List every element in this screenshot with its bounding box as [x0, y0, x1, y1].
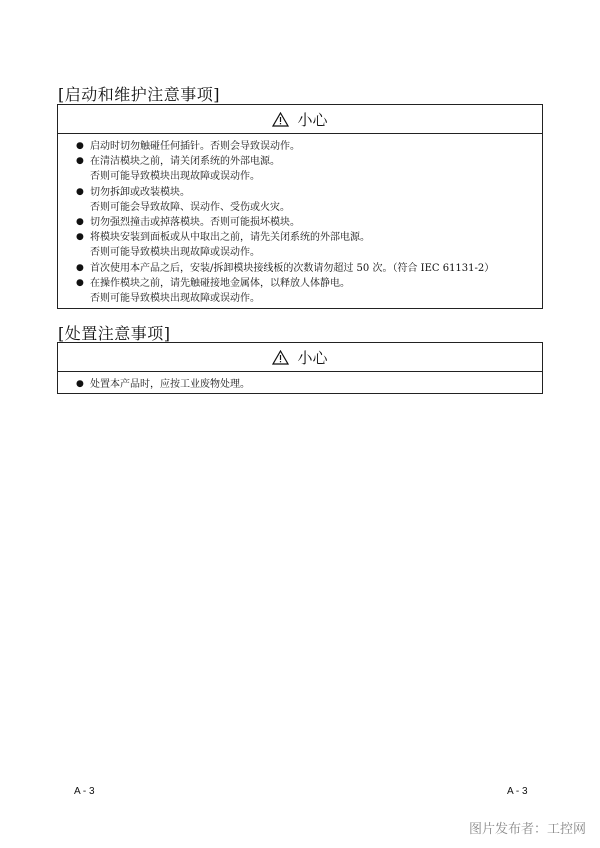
section-title-startup-maintenance: [启动和维护注意事项]	[58, 85, 220, 104]
list-item-text: 切勿拆卸或改装模块。	[90, 186, 190, 198]
bullet-dot-icon: ●	[76, 232, 84, 243]
list-item	[76, 230, 534, 260]
caution-items	[58, 134, 542, 310]
caution-label: 小心	[297, 110, 328, 129]
caution-box-disposal	[57, 342, 543, 394]
list-item-text: 首次使用本产品之后，安装/拆卸模块接线板的次数请勿超过 50 次。（符合 IEC 61131-2）	[90, 262, 495, 274]
list-item	[76, 261, 534, 276]
bullet-dot-icon: ●	[76, 262, 84, 273]
list-item	[76, 185, 534, 215]
bullet-dot-icon: ●	[76, 141, 84, 151]
list-item-text: 否则可能导致模块出现故障或误动作。	[90, 293, 260, 305]
bullet-dot-icon: ●	[76, 156, 84, 167]
caution-items	[58, 372, 542, 396]
warning-triangle-icon	[272, 112, 289, 127]
list-item-text: 否则可能导致模块出现故障或误动作。	[90, 171, 260, 183]
bullet-dot-icon: ●	[76, 379, 84, 389]
caution-header	[58, 105, 542, 134]
warning-triangle-icon	[272, 350, 289, 365]
list-item-text: 处置本产品时，应按工业废物处理。	[90, 379, 250, 390]
list-item-text: 将模块安装到面板或从中取出之前，请先关闭系统的外部电源。	[90, 232, 370, 244]
list-item	[76, 276, 534, 306]
list-item	[76, 215, 534, 230]
list-item-text: 在操作模块之前，请先触碰接地金属体，以释放人体静电。	[90, 277, 350, 289]
list-item	[76, 139, 534, 154]
bullet-dot-icon: ●	[76, 186, 84, 197]
list-item-text: 在清洁模块之前，请关闭系统的外部电源。	[90, 156, 280, 168]
list-item-text: 否则可能会导致故障、误动作、受伤或火灾。	[90, 201, 290, 213]
bullet-dot-icon: ●	[76, 277, 84, 288]
caution-box-startup-maintenance	[57, 104, 543, 309]
list-item-text: 启动时切勿触碰任何插针。否则会导致误动作。	[90, 141, 300, 152]
list-item-text: 切勿强烈撞击或掉落模块。否则可能损坏模块。	[90, 217, 300, 229]
list-item	[76, 377, 534, 392]
bullet-dot-icon: ●	[76, 217, 84, 228]
page-number-right: A - 3	[507, 786, 528, 797]
section-title-disposal: [处置注意事项]	[58, 324, 171, 343]
watermark: 图片发布者：工控网	[468, 822, 586, 837]
page-number-left: A - 3	[74, 786, 95, 797]
list-item-text: 否则可能导致模块出现故障或误动作。	[90, 247, 260, 259]
caution-header	[58, 343, 542, 372]
caution-label: 小心	[297, 348, 328, 367]
list-item	[76, 154, 534, 184]
